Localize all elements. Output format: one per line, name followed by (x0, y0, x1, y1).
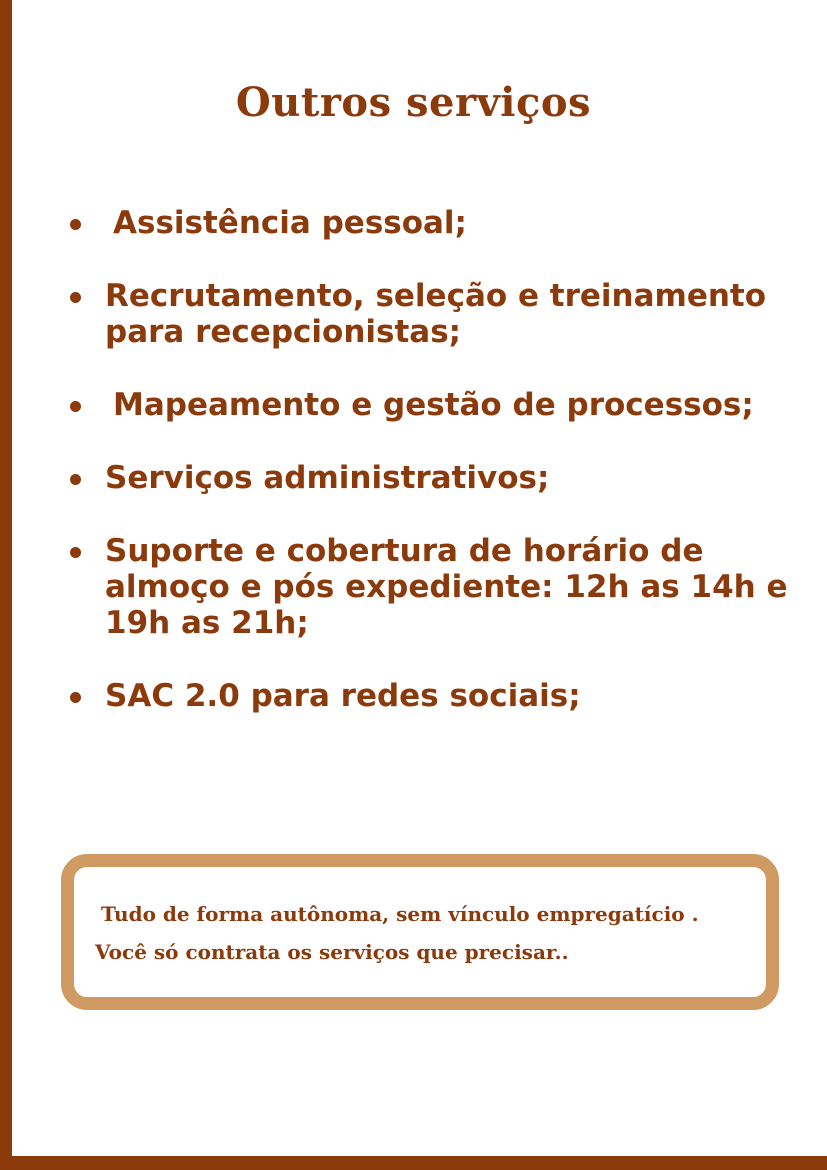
note-line-hire: Você só contrata os serviços que precisar.. (95, 940, 569, 964)
service-item-text: Recrutamento, seleção e treinamento para recepcionistas; (105, 278, 767, 350)
service-item-text: Mapeamento e gestão de processos; (113, 387, 754, 423)
service-item-text: SAC 2.0 para redes sociais; (105, 678, 581, 714)
list-item (70, 678, 800, 714)
service-item-text: Assistência pessoal; (113, 205, 467, 241)
note-line-autonomy: Tudo de forma autônoma, sem vínculo empregatício . (101, 902, 699, 926)
note-box (61, 854, 779, 1010)
list-item (70, 278, 800, 350)
list-item (70, 387, 800, 423)
left-border-bar (0, 0, 12, 1170)
service-item-text: Suporte e cobertura de horário de almoço e pós expediente: 12h as 14h e 19h as 21h; (105, 533, 788, 641)
list-item (70, 460, 800, 496)
list-item (70, 533, 800, 641)
list-item (70, 205, 800, 241)
service-list (70, 205, 800, 751)
bullet-icon (70, 292, 81, 303)
bullet-icon (70, 692, 81, 703)
bullet-icon (70, 547, 81, 558)
bullet-icon (70, 219, 81, 230)
service-item-text: Serviços administrativos; (105, 460, 550, 496)
bottom-border-bar (0, 1156, 827, 1170)
bullet-icon (70, 401, 81, 412)
page-title: Outros serviços (235, 78, 592, 126)
bullet-icon (70, 474, 81, 485)
